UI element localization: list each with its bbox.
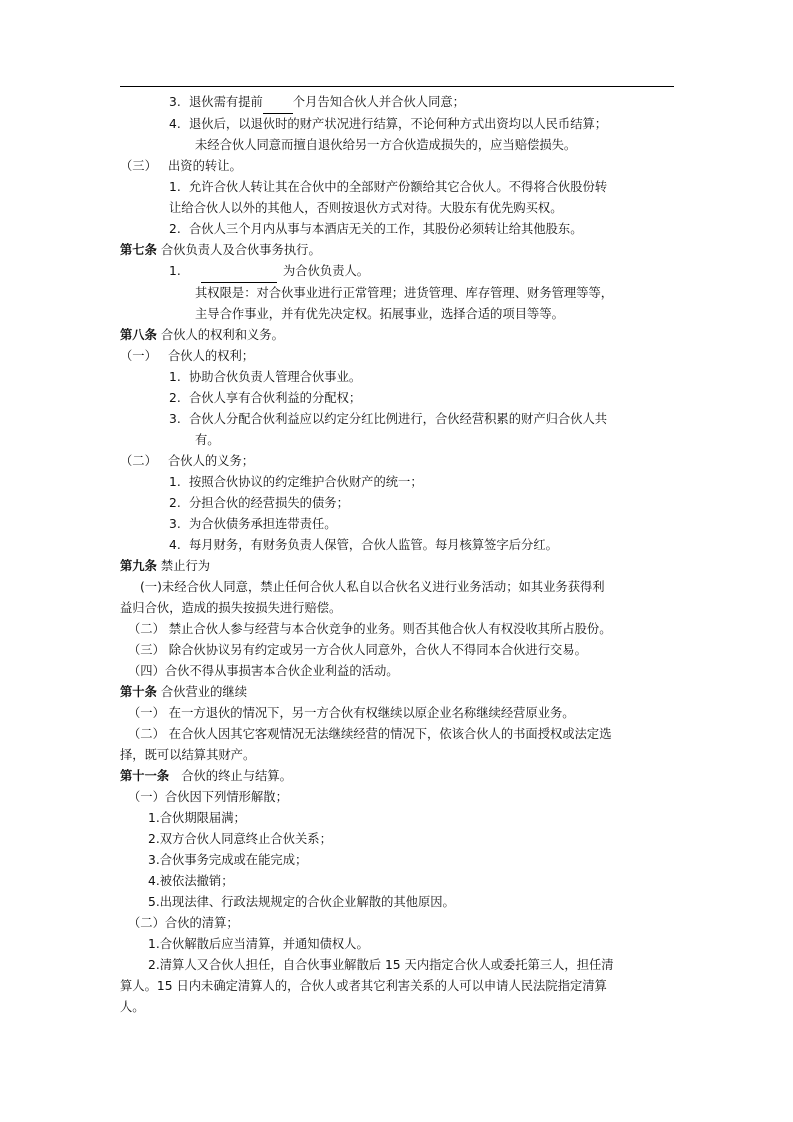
duties-item-1 — [120, 472, 674, 493]
article-10-para-2: （二） 在合伙人因其它客观情况无法继续经营的情况下，依该合伙人的书面授权或法定选 — [128, 727, 612, 741]
section-title: 合伙人的权利； — [168, 349, 255, 363]
duties-item-2 — [120, 493, 674, 514]
article-9-para-1-cont: 益归合伙，造成的损失按损失进行赔偿。 — [120, 601, 342, 615]
liquidation-item-2-cont-2: 人。 — [120, 1000, 145, 1014]
item-text: 允许合伙人转让其在合伙中的全部财产份额给其它合伙人。不得将合伙股份转 — [189, 180, 608, 194]
header-rule — [120, 86, 674, 87]
section-number: （一） — [120, 349, 157, 363]
article-7-authority-line-2: 主导合作事业，并有优先决定权。拓展事业，选择合适的项目等等。 — [195, 307, 564, 321]
item-number: 4. — [169, 538, 181, 552]
article-title: 合伙营业的继续 — [160, 685, 247, 699]
article-9-para-2: （二） 禁止合伙人参与经营与本合伙竞争的业务。则否其他合伙人有权没收其所占股份。 — [128, 622, 612, 636]
article-title: 禁止行为 — [160, 559, 211, 573]
article-7-heading — [120, 240, 674, 261]
dissolution-item-1: 1.合伙期限届满； — [148, 811, 246, 825]
article-label: 第九条 — [120, 559, 157, 573]
transfer-item-1 — [120, 177, 674, 198]
liquidation-item-1: 1.合伙解散后应当清算，并通知债权人。 — [148, 937, 369, 951]
dissolution-item-2: 2.双方合伙人同意终止合伙关系； — [148, 832, 332, 846]
duties-item-3 — [120, 514, 674, 535]
item-text: 为合伙债务承担连带责任。 — [189, 517, 337, 531]
item-text: 合伙人享有合伙利益的分配权； — [189, 391, 362, 405]
article-9-heading — [120, 556, 674, 577]
item-number: 1. — [169, 370, 181, 384]
item-text: 每月财务，有财务负责人保管，合伙人监管。每月核算签字后分红。 — [189, 538, 558, 552]
fill-blank-responsible-person[interactable] — [201, 261, 277, 283]
document-body — [120, 92, 674, 1018]
withdraw-item-4-cont: 未经合伙人同意而擅自退伙给另一方合伙造成损失的，应当赔偿损失。 — [195, 138, 577, 152]
article-title: 合伙人的权利和义务。 — [160, 328, 284, 342]
article-9-para-4: （四）合伙不得从事损害本合伙企业利益的活动。 — [128, 664, 399, 678]
article-9-para-1: (一)未经合伙人同意，禁止任何合伙人私自以合伙名义进行业务活动；如其业务获得利 — [140, 580, 605, 594]
section-title: 合伙人的义务； — [168, 454, 255, 468]
rights-item-3-cont: 有。 — [195, 433, 220, 447]
item-number: 1. — [169, 475, 181, 489]
article-7-item-1 — [120, 261, 674, 283]
dissolution-heading: （一）合伙因下列情形解散； — [128, 790, 288, 804]
item-text: 为合伙负责人。 — [283, 264, 370, 278]
article-title: 合伙的终止与结算。 — [181, 769, 292, 783]
item-number: 1. — [169, 180, 181, 194]
article-label: 第十一条 — [120, 769, 170, 783]
item-text: 按照合伙协议的约定维护合伙财产的统一； — [189, 475, 423, 489]
transfer-item-2 — [120, 219, 674, 240]
article-10-heading — [120, 682, 674, 703]
item-number: 1. — [169, 264, 181, 278]
duties-heading — [120, 451, 674, 472]
article-label: 第七条 — [120, 243, 157, 257]
fill-blank-months[interactable] — [263, 92, 293, 114]
item-number: 3. — [169, 517, 181, 531]
item-text: 协助合伙负责人管理合伙事业。 — [189, 370, 362, 384]
liquidation-item-2: 2.清算人又合伙人担任，自合伙事业解散后 15 天内指定合伙人或委托第三人，担任清 — [148, 958, 614, 972]
item-text: 退伙需有提前 — [189, 95, 263, 109]
section-number: （三） — [120, 159, 157, 173]
article-label: 第十条 — [120, 685, 157, 699]
item-text: 合伙人三个月内从事与本酒店无关的工作，其股份必须转让给其他股东。 — [189, 222, 583, 236]
dissolution-item-3: 3.合伙事务完成或在能完成； — [148, 853, 308, 867]
article-label: 第八条 — [120, 328, 157, 342]
withdraw-item-4 — [120, 114, 674, 135]
dissolution-item-4: 4.被依法撤销； — [148, 874, 234, 888]
rights-item-3 — [120, 409, 674, 430]
liquidation-item-2-cont-1: 算人。15 日内未确定清算人的，合伙人或者其它利害关系的人可以申请人民法院指定清算 — [120, 979, 607, 993]
section-number: （二） — [120, 454, 157, 468]
article-11-heading — [120, 766, 674, 787]
rights-item-2 — [120, 388, 674, 409]
transfer-item-1-cont: 让给合伙人以外的其他人，否则按退伙方式对待。大股东有优先购买权。 — [169, 201, 563, 215]
item-text: 合伙人分配合伙利益应以约定分红比例进行，合伙经营积累的财产归合伙人共 — [189, 412, 608, 426]
withdraw-item-3 — [120, 92, 674, 114]
item-number: 4. — [169, 117, 181, 131]
duties-item-4 — [120, 535, 674, 556]
item-text: 个月告知合伙人并合伙人同意； — [292, 95, 465, 109]
item-number: 2. — [169, 391, 181, 405]
article-8-heading — [120, 325, 674, 346]
article-9-para-3: （三） 除合伙协议另有约定或另一方合伙人同意外，合伙人不得同本合伙进行交易。 — [128, 643, 587, 657]
transfer-heading — [120, 156, 674, 177]
item-number: 2. — [169, 222, 181, 236]
article-7-authority-line-1: 其权限是：对合伙事业进行正常管理；进货管理、库存管理、财务管理等等， — [195, 286, 614, 300]
rights-item-1 — [120, 367, 674, 388]
item-number: 3. — [169, 95, 181, 109]
article-title: 合伙负责人及合伙事务执行。 — [160, 243, 321, 257]
item-number: 2. — [169, 496, 181, 510]
item-number: 3. — [169, 412, 181, 426]
rights-heading — [120, 346, 674, 367]
item-text: 退伙后，以退伙时的财产状况进行结算，不论何种方式出资均以人民币结算； — [189, 117, 608, 131]
liquidation-heading: （二）合伙的清算； — [128, 916, 239, 930]
article-10-para-2-cont: 择，既可以结算其财产。 — [120, 748, 256, 762]
article-10-para-1: （一） 在一方退伙的情况下，另一方合伙有权继续以原企业名称继续经营原业务。 — [128, 706, 575, 720]
dissolution-item-5: 5.出现法律、行政法规规定的合伙企业解散的其他原因。 — [148, 895, 455, 909]
item-text: 分担合伙的经营损失的债务； — [189, 496, 349, 510]
section-title: 出资的转让。 — [168, 159, 242, 173]
